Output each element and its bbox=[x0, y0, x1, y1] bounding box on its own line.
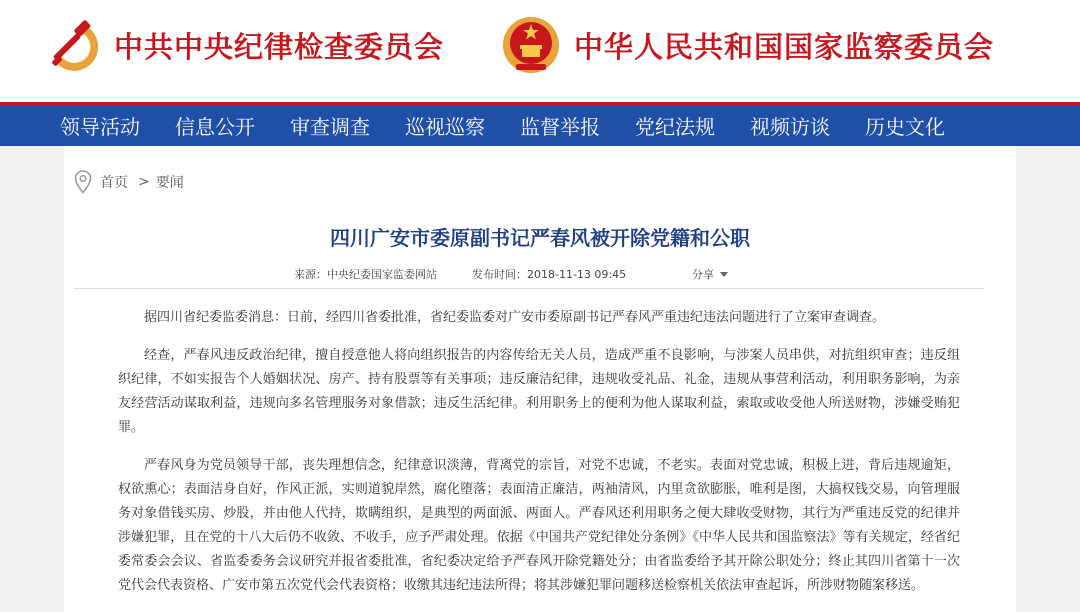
nav-item-reporting[interactable]: 监督举报 bbox=[520, 115, 600, 139]
main-nav bbox=[0, 102, 1080, 146]
nav-item-inspection[interactable]: 巡视巡察 bbox=[405, 115, 485, 139]
breadcrumb-home-link[interactable]: 首页 bbox=[100, 175, 128, 191]
article-title: 四川广安市委原副书记严春风被开除党籍和公职 bbox=[330, 226, 750, 250]
ccdi-logo-link[interactable] bbox=[40, 14, 444, 76]
article-paragraph: 严春风身为党员领导干部，丧失理想信念，纪律意识淡薄，背离党的宗旨，对党不忠诚，不老实。表面对党忠诚，积极上进，背后违规逾矩，权欲熏心；表面洁身自好，作风正派，实则道貌岸然，腐化堕落；表面清正廉洁，两袖清风，内里贪欲膨胀，唯利是图，大搞权钱交易，向管理服务对象借钱买房、炒股，并由他人代持，欺瞒组织，是典型的两面派、两面人。严春风还利用职务之便大肆收受财物，其行为严重违反党的纪律并涉嫌犯罪，且在党的十八大后仍不收敛、不收手，应予严肃处理。依据《中国共产党纪律处分条例》《中华人民共和国监察法》等有关规定，经省纪委常委会会议、省监委委务会议研究并报省委批准，省纪委决定给予严春风开除党籍处分；由省监委给予其开除公职处分；终止其四川省第十一次党代会代表资格、广安市第五次党代会代表资格；收缴其违纪违法所得；将其涉嫌犯罪问题移送检察机关依法审查起诉，所涉财物随案移送。 bbox=[118, 458, 960, 593]
article-body bbox=[118, 306, 960, 612]
breadcrumb-current[interactable]: 要闻 bbox=[155, 175, 184, 191]
chevron-down-icon bbox=[720, 272, 728, 277]
share-label: 分享 bbox=[692, 268, 714, 281]
site-header bbox=[0, 0, 1080, 102]
hammer-sickle-icon bbox=[40, 14, 102, 76]
breadcrumb-separator: > bbox=[138, 174, 150, 190]
divider bbox=[74, 288, 984, 289]
nav-item-regulations[interactable]: 党纪法规 bbox=[635, 115, 715, 139]
article-paragraph: 经查，严春风违反政治纪律，擅自授意他人将向组织报告的内容传给无关人员，造成严重不良影响，与涉案人员串供，对抗组织审查；违反组织纪律，不如实报告个人婚姻状况、房产、持有股票等有关事项；违反廉洁纪律，违规收受礼品、礼金，违规从事营利活动，利用职务影响，为亲友经营活动谋取利益，违规向多名管理服务对象借款；违反生活纪律。利用职务上的便利为他人谋取利益，索取或收受他人所送财物，涉嫌受贿犯罪。 bbox=[118, 348, 960, 435]
nav-item-history[interactable]: 历史文化 bbox=[865, 115, 945, 139]
article-source: 来源：中央纪委国家监委网站 bbox=[294, 268, 437, 281]
share-button[interactable] bbox=[692, 266, 728, 282]
org-name-ccdi: 中共中央纪律检查委员会 bbox=[114, 29, 445, 64]
nav-item-investigation[interactable]: 审查调查 bbox=[290, 115, 370, 139]
location-pin-icon bbox=[74, 170, 92, 194]
breadcrumb bbox=[74, 170, 184, 194]
national-emblem-icon bbox=[500, 14, 562, 76]
nsc-logo-link[interactable] bbox=[500, 14, 994, 76]
nav-item-video[interactable]: 视频访谈 bbox=[750, 115, 830, 139]
article-container bbox=[64, 146, 1016, 612]
nav-item-disclosure[interactable]: 信息公开 bbox=[175, 115, 255, 139]
org-name-nsc: 中华人民共和国国家监察委员会 bbox=[574, 29, 995, 64]
article-publish-time: 发布时间：2018-11-13 09:45 bbox=[472, 268, 627, 281]
nav-item-leadership[interactable]: 领导活动 bbox=[60, 115, 140, 139]
article-paragraph: 据四川省纪委监委消息：日前，经四川省委批准，省纪委监委对广安市委原副书记严春风严重违纪违法问题进行了立案审查调查。 bbox=[144, 310, 886, 325]
